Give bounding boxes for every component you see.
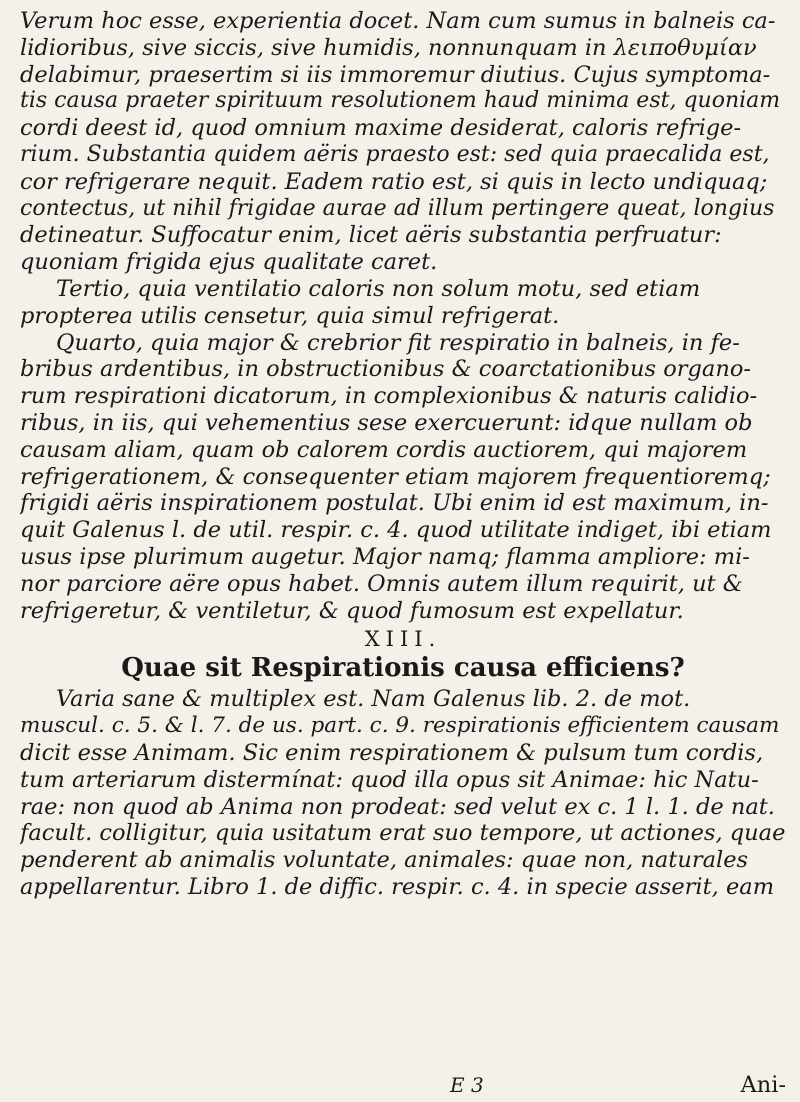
text-line: rae: non quod ab Anima non prodeat: sed velut ex c. 1 l. 1. de nat. <box>20 793 775 820</box>
text-line: propterea utilis censetur, quia simul refrigerat. <box>20 302 560 329</box>
text-line: refrigeretur, & ventiletur, & quod fumosum est expellatur. <box>20 597 684 624</box>
section-number: XIII. <box>364 627 442 652</box>
text-line: cordi deest id, quod omnium maxime desiderat, caloris refrige- <box>20 115 742 142</box>
text-line: rium. Substantia quidem aëris praesto est: sed quia praecalida est, <box>20 141 770 167</box>
text-line: quit Galenus l. de util. respir. c. 4. quod utilitate indiget, ibi etiam <box>20 517 772 544</box>
text-line: delabimur, praesertim si iis immoremur diutius. Cujus symptoma- <box>20 61 771 88</box>
text-line: cor refrigerare nequit. Eadem ratio est, si quis in lecto undiquaq; <box>20 168 768 195</box>
text-line: muscul. c. 5. & l. 7. de us. part. c. 9. respirationis efficientem causam <box>20 713 780 739</box>
text-line: dicit esse Animam. Sic enim respirationem & pulsum tum cordis, <box>20 739 764 766</box>
text-line: quoniam frigida ejus qualitate caret. <box>20 249 438 276</box>
section-heading: Quae sit Respirationis causa efficiens? <box>121 653 685 684</box>
text-line: Tertio, quia ventilatio caloris non solum motu, sed etiam <box>56 275 701 302</box>
text-line: bribus ardentibus, in obstructionibus & coarctationibus organo- <box>20 356 751 383</box>
text-line: Quarto, quia major & crebrior fit respiratio in balneis, in fe- <box>56 329 740 356</box>
text-line: Verum hoc esse, experientia docet. Nam cum sumus in balneis ca- <box>20 8 776 34</box>
text-line: detineatur. Suffocatur enim, licet aëris substantia perfruatur: <box>20 222 722 249</box>
text-line: contectus, ut nihil frigidae aurae ad illum pertingere queat, longius <box>20 195 775 221</box>
paragraph-block-bottom <box>20 686 786 900</box>
text-line: penderent ab animalis voluntate, animales: quae non, naturales <box>20 847 749 874</box>
text-line: appellarentur. Libro 1. de diffic. respir. c. 4. in specie asserit, eam <box>20 873 775 900</box>
text-line: Varia sane & multiplex est. Nam Galenus lib. 2. de mot. <box>56 686 691 713</box>
text-line: causam aliam, quam ob calorem cordis auctiorem, qui majorem <box>20 436 748 463</box>
text-line: rum respirationi dicatorum, in complexionibus & naturis calidio- <box>20 383 758 410</box>
text-line: usus ipse plurimum augetur. Major namq; flamma ampliore: mi- <box>20 543 750 570</box>
text-line: lidioribus, sive siccis, sive humidis, nonnunquam in λειποθυμίαν <box>20 34 757 61</box>
catchword: Ani- <box>740 1072 786 1098</box>
text-line: ribus, in iis, qui vehementius sese exercuerunt: idque nullam ob <box>20 409 753 436</box>
paragraph-block-top <box>20 8 786 624</box>
text-line: refrigerationem, & consequenter etiam majorem frequentioremq; <box>20 463 771 490</box>
page-footer <box>20 1072 786 1100</box>
text-line: facult. colligitur, quia usitatum erat suo tempore, ut actiones, quae <box>20 820 786 847</box>
text-line: tum arteriarum distermínat: quod illa opus sit Animae: hic Natu- <box>20 766 759 793</box>
text-line: nor parciore aëre opus habet. Omnis autem illum requirit, ut & <box>20 570 743 597</box>
text-line: frigidi aëris inspirationem postulat. Ubi enim id est maximum, in- <box>20 490 769 517</box>
text-line: tis causa praeter spirituum resolutionem haud minima est, quoniam <box>20 88 781 114</box>
signature-mark: E 3 <box>450 1073 484 1097</box>
